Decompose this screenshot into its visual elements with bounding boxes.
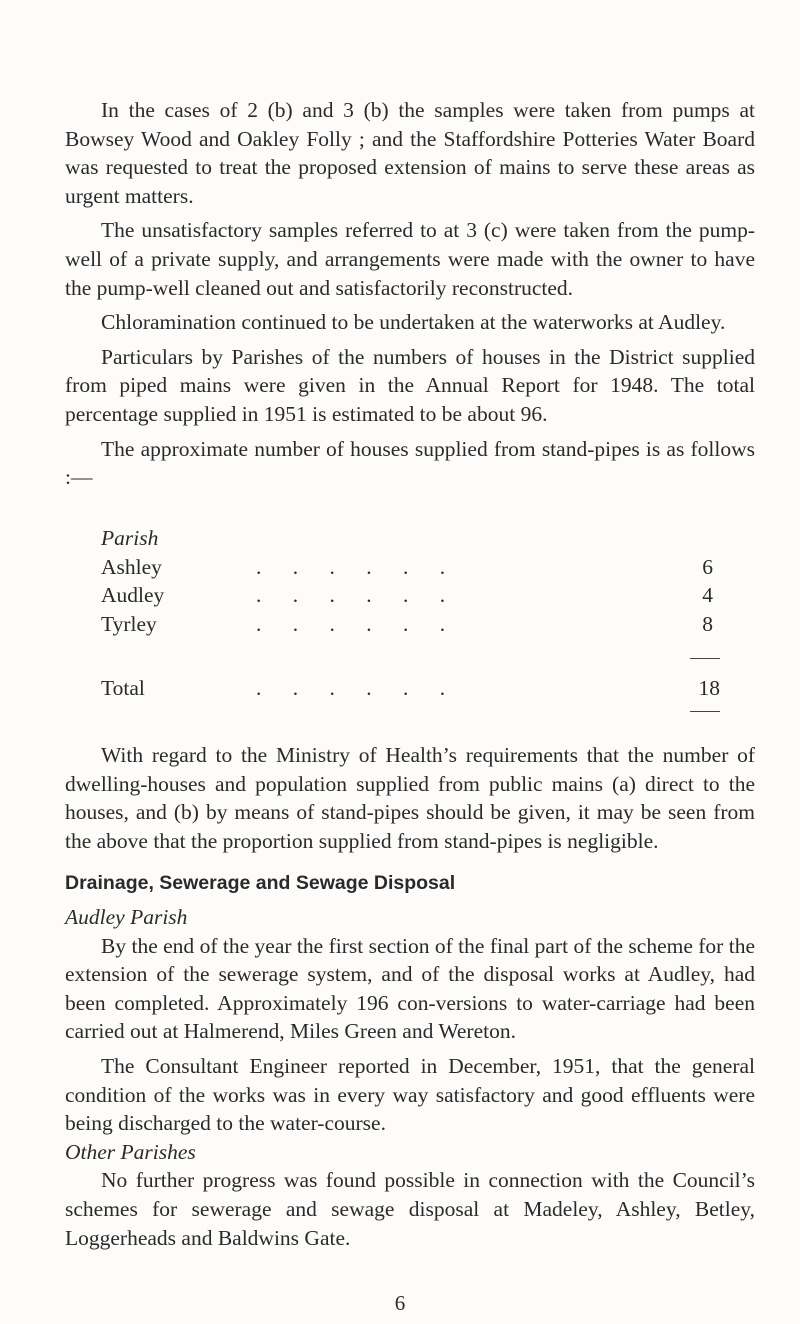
- subtotal-rule: [690, 658, 720, 659]
- row-parish: Ashley: [101, 554, 162, 579]
- page-number: 6: [394, 1291, 406, 1315]
- table-row: [65, 553, 755, 582]
- total-rule-row: [65, 703, 755, 717]
- subheading-other-parishes: Other Parishes: [65, 1139, 196, 1164]
- table-row: [65, 581, 755, 610]
- table-header-parish: Parish: [101, 526, 159, 550]
- paragraph-other-parishes: No further progress was found possible in connection with the Council’s schemes for sewerage and sewage disposal at Madeley, Ashley, Betley, Loggerheads and Baldwins Gate.: [65, 1168, 755, 1250]
- total-rule: [690, 711, 720, 712]
- table-total-row: [65, 674, 755, 703]
- row-leader: . . . . . .: [256, 583, 448, 608]
- paragraph-audley-sewerage: By the end of the year the first section of the final part of the scheme for the extension of the sewerage system, and of the disposal works at Audley, had been completed. Approximately 196 con-versions to water-carriage had been carried out at Halmerend, Miles Green and Wereton.: [65, 933, 755, 1044]
- body-text-bottom: [65, 741, 755, 1252]
- row-value: 8: [702, 611, 713, 636]
- total-leader: . . . . . .: [256, 676, 448, 701]
- row-value: 6: [702, 554, 713, 579]
- total-label: Total: [101, 676, 145, 701]
- paragraph-standpipes-intro: The approximate number of houses supplied from stand-pipes is as follows :—: [65, 436, 755, 490]
- paragraph-pump-samples: In the cases of 2 (b) and 3 (b) the samples were taken from pumps at Bowsey Wood and Oakley Folly ; and the Staffordshire Potteries Water Board was requested to treat the proposed extension of mains to serve these areas as urgent matters.: [65, 98, 755, 208]
- row-leader: . . . . . .: [256, 611, 448, 636]
- row-parish: Tyrley: [101, 611, 157, 636]
- row-parish: Audley: [101, 583, 165, 608]
- table-row: [65, 610, 755, 639]
- paragraph-consultant-engineer: The Consultant Engineer reported in December, 1951, that the general condition of the works was in every way satisfactory and good effluents were being discharged to the water-course.: [65, 1053, 755, 1136]
- paragraph-chloramination: Chloramination continued to be undertaken at the waterworks at Audley.: [101, 310, 726, 335]
- paragraph-particulars: Particulars by Parishes of the numbers of houses in the District supplied from piped mains were given in the Annual Report for 1948. The total percentage supplied in 1951 is estimated to be about 96.: [65, 344, 755, 426]
- section-heading: Drainage, Sewerage and Sewage Disposal: [65, 872, 456, 895]
- paragraph-ministry-requirements: With regard to the Ministry of Health’s requirements that the number of dwelling-houses and population supplied from public mains (a) direct to the houses, and (b) by means of stand-pipes should be given, it may be seen from the above that the proportion supplied from stand-pipes is negligible.: [65, 743, 755, 853]
- subheading-audley-parish: Audley Parish: [65, 904, 188, 929]
- paragraph-unsatisfactory-samples: The unsatisfactory samples referred to at 3 (c) were taken from the pump-well of a private supply, and arrangements were made with the owner to have the pump-well cleaned out and satisfactorily reconstructed.: [65, 218, 755, 300]
- subtotal-rule-row: [65, 638, 755, 674]
- row-leader: . . . . . .: [256, 554, 448, 579]
- body-text-top: [65, 96, 755, 492]
- total-value: 18: [698, 676, 720, 701]
- row-value: 4: [702, 583, 713, 608]
- standpipe-table: [65, 524, 755, 717]
